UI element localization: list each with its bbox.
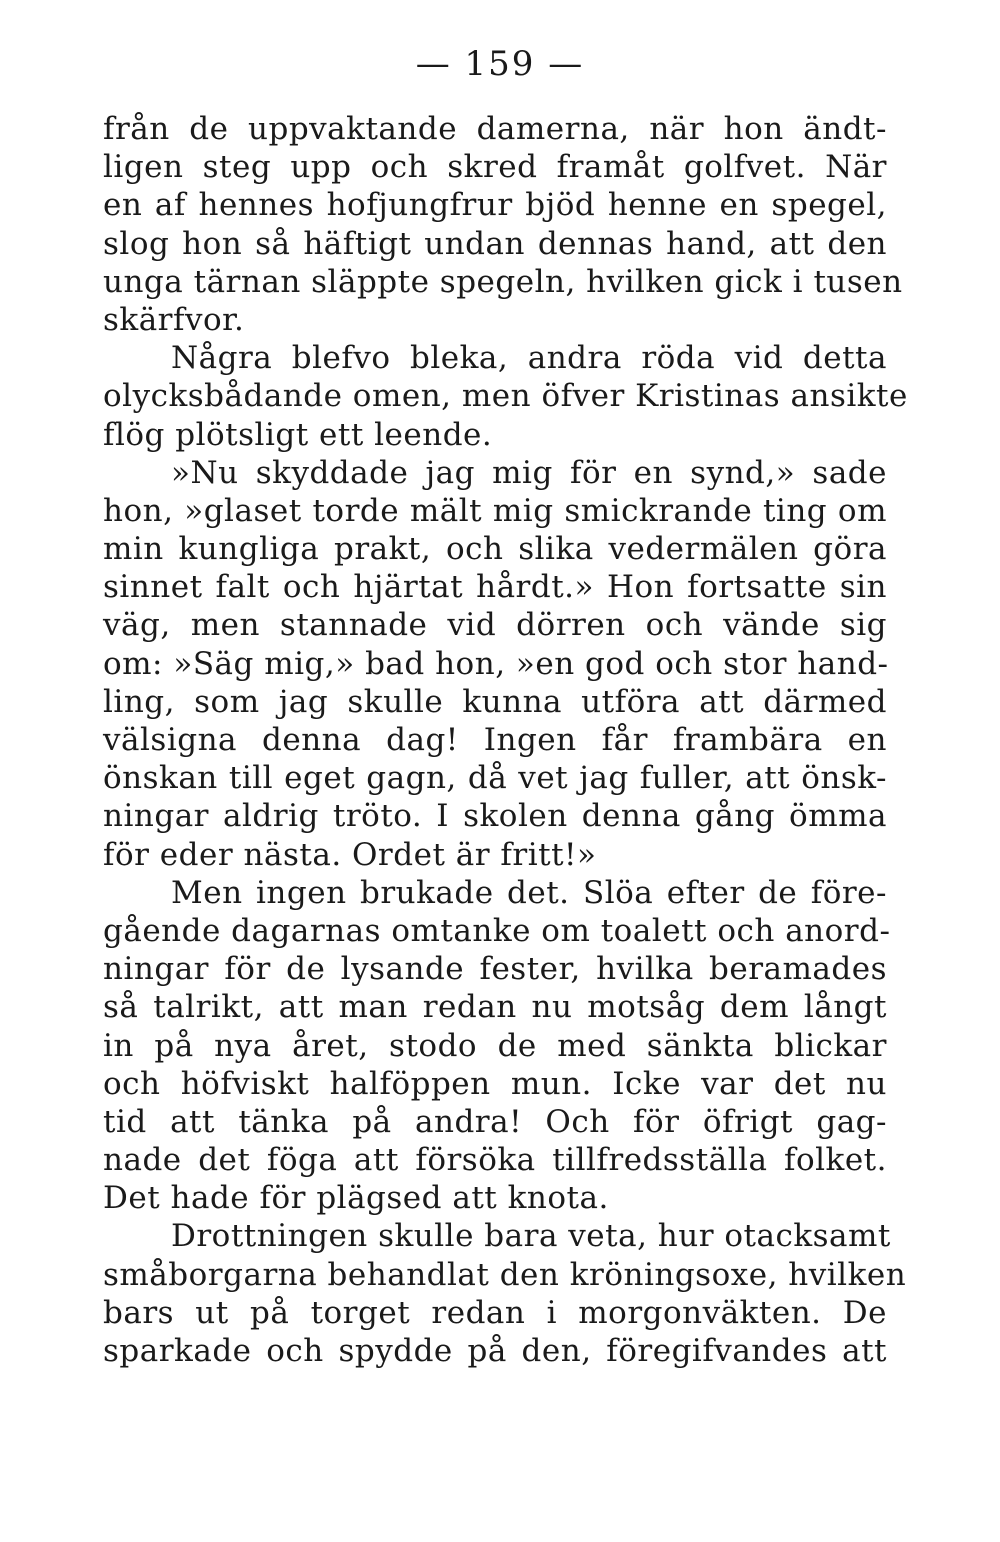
text-line: en af hennes hofjungfrur bjöd henne en spegel, xyxy=(103,187,887,224)
text-line: om: »Säg mig,» bad hon, »en god och stor hand- xyxy=(103,645,889,682)
text-line: Drottningen skulle bara veta, hur otacksamt xyxy=(171,1218,891,1255)
text-line: sparkade och spydde på den, föregifvandes att xyxy=(103,1333,887,1369)
text-line: gående dagarnas omtanke om toalett och anord- xyxy=(103,912,891,949)
text-line: slog hon så häftigt undan dennas hand, att den xyxy=(103,225,887,262)
text-line: in på nya året, stodo de med sänkta blickar xyxy=(103,1027,887,1064)
page-number: — 159 — xyxy=(415,44,585,84)
text-line: ling, som jag skulle kunna utföra att därmed xyxy=(103,683,887,720)
text-line: önskan till eget gagn, då vet jag fuller, att önsk- xyxy=(103,760,887,797)
text-line: ligen steg upp och skred framåt golfvet. När xyxy=(103,149,887,186)
text-line: och höfviskt halföppen mun. Icke var det nu xyxy=(103,1065,887,1102)
text-line: sinnet falt och hjärtat hårdt.» Hon fortsatte sin xyxy=(103,569,887,606)
text-line: »Nu skyddade jag mig för en synd,» sade xyxy=(171,454,887,491)
text-line: Det hade för plägsed att knota. xyxy=(103,1180,609,1217)
text-line: ningar aldrig tröto. I skolen denna gång ömma xyxy=(103,798,887,835)
text-line: olycksbådande omen, men öfver Kristinas ansikte xyxy=(103,378,908,415)
text-line: för eder nästa. Ordet är fritt!» xyxy=(103,836,597,873)
body-text xyxy=(103,110,908,1370)
text-line: nade det föga att försöka tillfredsställa folket. xyxy=(103,1142,887,1179)
text-line: så talrikt, att man redan nu motsåg dem långt xyxy=(103,989,887,1026)
text-line: småborgarna behandlat den kröningsoxe, hvilken xyxy=(103,1256,907,1293)
text-line: skärfvor. xyxy=(103,301,245,338)
text-line: flög plötsligt ett leende. xyxy=(103,416,493,453)
text-line: hon, »glaset torde mält mig smickrande ting om xyxy=(103,492,887,529)
text-line: min kungliga prakt, och slika vedermälen göra xyxy=(103,531,887,568)
text-line: Men ingen brukade det. Slöa efter de före- xyxy=(171,874,887,911)
text-line: bars ut på torget redan i morgonväkten. De xyxy=(103,1294,887,1331)
text-line: från de uppvaktande damerna, när hon ändt- xyxy=(103,111,887,147)
text-line: tid att tänka på andra! Och för öfrigt gag- xyxy=(103,1103,887,1140)
text-line: ningar för de lysande fester, hvilka beramades xyxy=(103,951,887,988)
text-line: Några blefvo bleka, andra röda vid detta xyxy=(171,340,887,377)
text-line: väg, men stannade vid dörren och vände sig xyxy=(103,607,887,644)
text-line: unga tärnan släppte spegeln, hvilken gick i tusen xyxy=(103,263,903,300)
text-line: välsigna denna dag! Ingen får frambära en xyxy=(103,722,887,758)
